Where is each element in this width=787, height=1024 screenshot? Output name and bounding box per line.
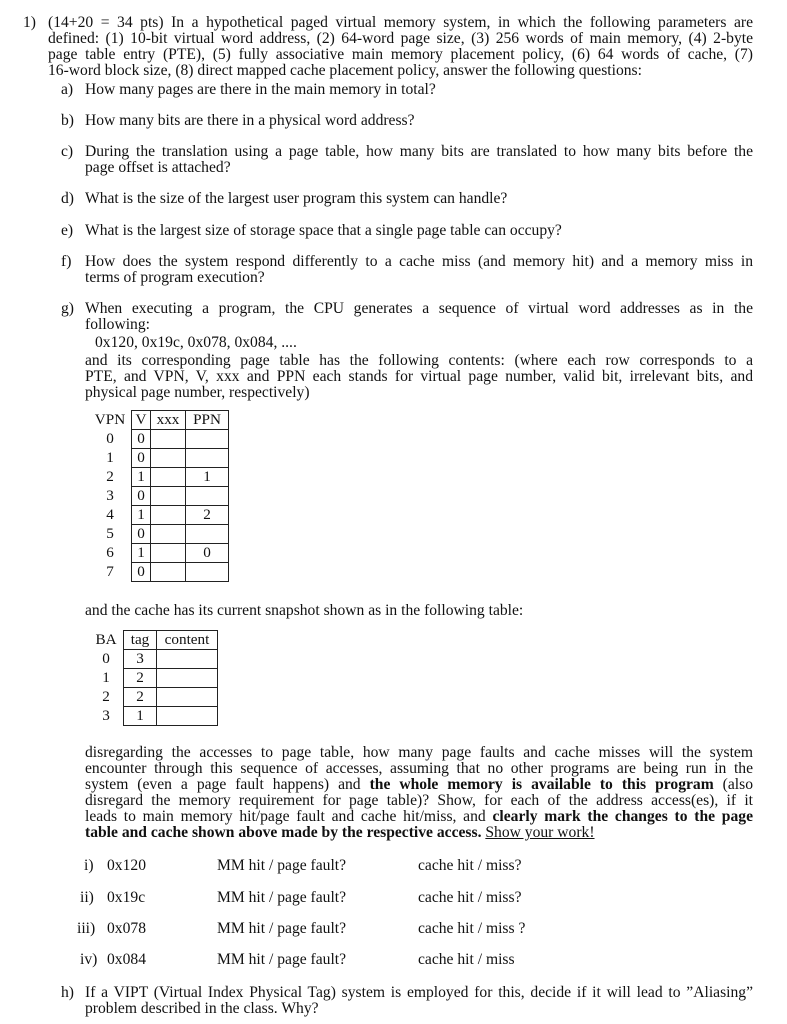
instructions-line-6-period: . bbox=[477, 824, 486, 841]
vpn-cell: 0 bbox=[106, 430, 114, 447]
access-address: 0x120 bbox=[107, 857, 146, 874]
valid-cell: 1 bbox=[132, 468, 151, 487]
part-g-line-2: following: bbox=[85, 316, 150, 333]
content-cell bbox=[157, 707, 218, 726]
part-c-line-2: page offset is attached? bbox=[85, 159, 231, 176]
table-row bbox=[89, 688, 218, 707]
table-row bbox=[89, 449, 229, 468]
instructions-line-5 bbox=[85, 809, 753, 825]
tag-cell: 1 bbox=[124, 707, 157, 726]
access-label: iii) bbox=[77, 920, 96, 937]
instructions-line-3 bbox=[85, 777, 753, 793]
intro-line-4: 16-word block size, (8) direct mapped cache placement policy, answer the following questions: bbox=[48, 62, 642, 79]
part-h-line-1: If a VIPT (Virtual Index Physical Tag) system is employed for this, decide if it will lead to ”Aliasing” bbox=[85, 984, 753, 1001]
header-vpn: VPN bbox=[94, 411, 126, 428]
instructions-line-1: disregarding the accesses to page table, how many page faults and cache misses will the system bbox=[85, 744, 753, 761]
instructions-line-3-start: system (even a page fault happens) and bbox=[85, 776, 370, 793]
xxx-cell bbox=[151, 487, 186, 506]
header-ba: BA bbox=[95, 631, 117, 648]
xxx-cell bbox=[151, 525, 186, 544]
cache-status: cache hit / miss? bbox=[418, 889, 522, 906]
part-a-label: a) bbox=[61, 81, 74, 98]
part-g-label: g) bbox=[61, 300, 74, 317]
cache-status: cache hit / miss bbox=[418, 951, 515, 968]
ppn-cell bbox=[186, 525, 229, 544]
intro-line-2: defined: (1) 10-bit virtual word address, (2) 64-word page size, (3) 256 words of main memory, (4) 2-byte bbox=[48, 30, 753, 47]
xxx-cell bbox=[151, 563, 186, 582]
access-address: 0x084 bbox=[107, 951, 146, 968]
table-row bbox=[89, 563, 229, 582]
instructions-line-3-end: (also bbox=[713, 776, 753, 793]
xxx-cell bbox=[151, 544, 186, 563]
instructions-line-3-bold: the whole memory is available to this program bbox=[369, 776, 714, 793]
table-row bbox=[89, 669, 218, 688]
cache-intro: and the cache has its current snapshot shown as in the following table: bbox=[85, 602, 524, 619]
instructions-line-5-start: leads to main memory hit/page fault and cache hit/miss, and bbox=[85, 808, 493, 825]
mm-status: MM hit / page fault? bbox=[217, 857, 347, 874]
content-cell bbox=[157, 688, 218, 707]
header-xxx: xxx bbox=[151, 411, 186, 430]
ba-cell: 0 bbox=[102, 650, 110, 667]
vpn-cell: 1 bbox=[106, 449, 114, 466]
table-row bbox=[89, 525, 229, 544]
vpn-cell: 7 bbox=[106, 563, 114, 580]
vpn-cell: 6 bbox=[106, 544, 114, 561]
ppn-cell bbox=[186, 563, 229, 582]
part-h-label: h) bbox=[61, 984, 74, 1001]
part-g-line-1: When executing a program, the CPU generates a sequence of virtual word addresses as in the bbox=[85, 300, 753, 317]
part-d-text: What is the size of the largest user program this system can handle? bbox=[85, 190, 508, 207]
table-row bbox=[89, 544, 229, 563]
header-content: content bbox=[157, 631, 218, 650]
cache-table bbox=[89, 630, 218, 726]
tag-cell: 2 bbox=[124, 669, 157, 688]
intro-line-3: page table entry (PTE), (5) fully associative main memory placement policy, (6) 64 words of cache, (7) bbox=[48, 46, 753, 63]
address-sequence: 0x120, 0x19c, 0x078, 0x084, .... bbox=[95, 334, 297, 351]
valid-cell: 0 bbox=[132, 430, 151, 449]
table-row bbox=[89, 707, 218, 726]
content-cell bbox=[157, 650, 218, 669]
intro-line-1: (14+20 = 34 pts) In a hypothetical paged virtual memory system, in which the following parameters are bbox=[48, 14, 753, 31]
vpn-cell: 3 bbox=[106, 487, 114, 504]
part-h-line-2: problem described in the class. Why? bbox=[85, 1000, 319, 1017]
ppn-cell: 0 bbox=[186, 544, 229, 563]
vpn-cell: 2 bbox=[106, 468, 114, 485]
ppn-cell: 1 bbox=[186, 468, 229, 487]
header-ppn: PPN bbox=[186, 411, 229, 430]
ba-cell: 3 bbox=[102, 707, 110, 724]
part-c-label: c) bbox=[61, 143, 74, 160]
cache-status: cache hit / miss? bbox=[418, 857, 522, 874]
instructions-line-4: disregard the memory requirement for page table)? Show, for each of the address access(es), if it bbox=[85, 792, 753, 809]
part-f-label: f) bbox=[61, 253, 72, 270]
xxx-cell bbox=[151, 468, 186, 487]
ba-cell: 1 bbox=[102, 669, 110, 686]
vpn-cell: 4 bbox=[106, 506, 114, 523]
vpn-cell: 5 bbox=[106, 525, 114, 542]
part-e-label: e) bbox=[61, 222, 74, 239]
cache-table-header bbox=[89, 631, 218, 650]
tag-cell: 3 bbox=[124, 650, 157, 669]
part-e-text: What is the largest size of storage space that a single page table can occupy? bbox=[85, 222, 562, 239]
question-number: 1) bbox=[23, 14, 36, 31]
part-d-label: d) bbox=[61, 190, 74, 207]
part-b-label: b) bbox=[61, 112, 74, 129]
header-tag: tag bbox=[124, 631, 157, 650]
access-label: i) bbox=[84, 857, 94, 874]
table-row bbox=[89, 468, 229, 487]
table-row bbox=[89, 650, 218, 669]
instructions-line-6 bbox=[85, 825, 595, 841]
part-b-text: How many bits are there in a physical word address? bbox=[85, 112, 415, 129]
xxx-cell bbox=[151, 506, 186, 525]
part-a-text: How many pages are there in the main memory in total? bbox=[85, 81, 436, 98]
instructions-line-5-bold: clearly mark the changes to the page bbox=[492, 808, 753, 825]
page-table bbox=[89, 410, 229, 582]
access-address: 0x078 bbox=[107, 920, 146, 937]
table-row bbox=[89, 487, 229, 506]
ppn-cell: 2 bbox=[186, 506, 229, 525]
valid-cell: 1 bbox=[132, 506, 151, 525]
access-address: 0x19c bbox=[107, 889, 146, 906]
xxx-cell bbox=[151, 430, 186, 449]
instructions-line-2: encounter through this sequence of accesses, assuming that no other programs are being run in the bbox=[85, 760, 753, 777]
ppn-cell bbox=[186, 487, 229, 506]
ba-cell: 2 bbox=[102, 688, 110, 705]
valid-cell: 0 bbox=[132, 525, 151, 544]
mm-status: MM hit / page fault? bbox=[217, 889, 347, 906]
ppn-cell bbox=[186, 430, 229, 449]
page-table-intro-1: and its corresponding page table has the following contents: (where each row corresponds to a bbox=[85, 352, 753, 369]
instructions-line-6-bold: table and cache shown above made by the respective access bbox=[85, 824, 478, 841]
mm-status: MM hit / page fault? bbox=[217, 920, 347, 937]
page-table-intro-2: PTE, and VPN, V, xxx and PPN each stands for virtual page number, valid bit, irrelevant bits, and bbox=[85, 368, 753, 385]
part-f-line-1: How does the system respond differently to a cache miss (and memory hit) and a memory miss in bbox=[85, 253, 753, 270]
access-label: iv) bbox=[80, 951, 98, 968]
cache-status: cache hit / miss ? bbox=[418, 920, 526, 937]
table-row bbox=[89, 506, 229, 525]
page-table-intro-3: physical page number, respectively) bbox=[85, 384, 310, 401]
part-f-line-2: terms of program execution? bbox=[85, 269, 265, 286]
valid-cell: 0 bbox=[132, 449, 151, 468]
show-your-work: Show your work! bbox=[485, 824, 595, 841]
xxx-cell bbox=[151, 449, 186, 468]
part-c-line-1: During the translation using a page table, how many bits are translated to how many bits before the bbox=[85, 143, 753, 160]
valid-cell: 0 bbox=[132, 563, 151, 582]
content-cell bbox=[157, 669, 218, 688]
mm-status: MM hit / page fault? bbox=[217, 951, 347, 968]
access-label: ii) bbox=[80, 889, 94, 906]
table-row bbox=[89, 430, 229, 449]
page-table-header bbox=[89, 411, 229, 430]
tag-cell: 2 bbox=[124, 688, 157, 707]
ppn-cell bbox=[186, 449, 229, 468]
valid-cell: 0 bbox=[132, 487, 151, 506]
valid-cell: 1 bbox=[132, 544, 151, 563]
header-v: V bbox=[132, 411, 151, 430]
